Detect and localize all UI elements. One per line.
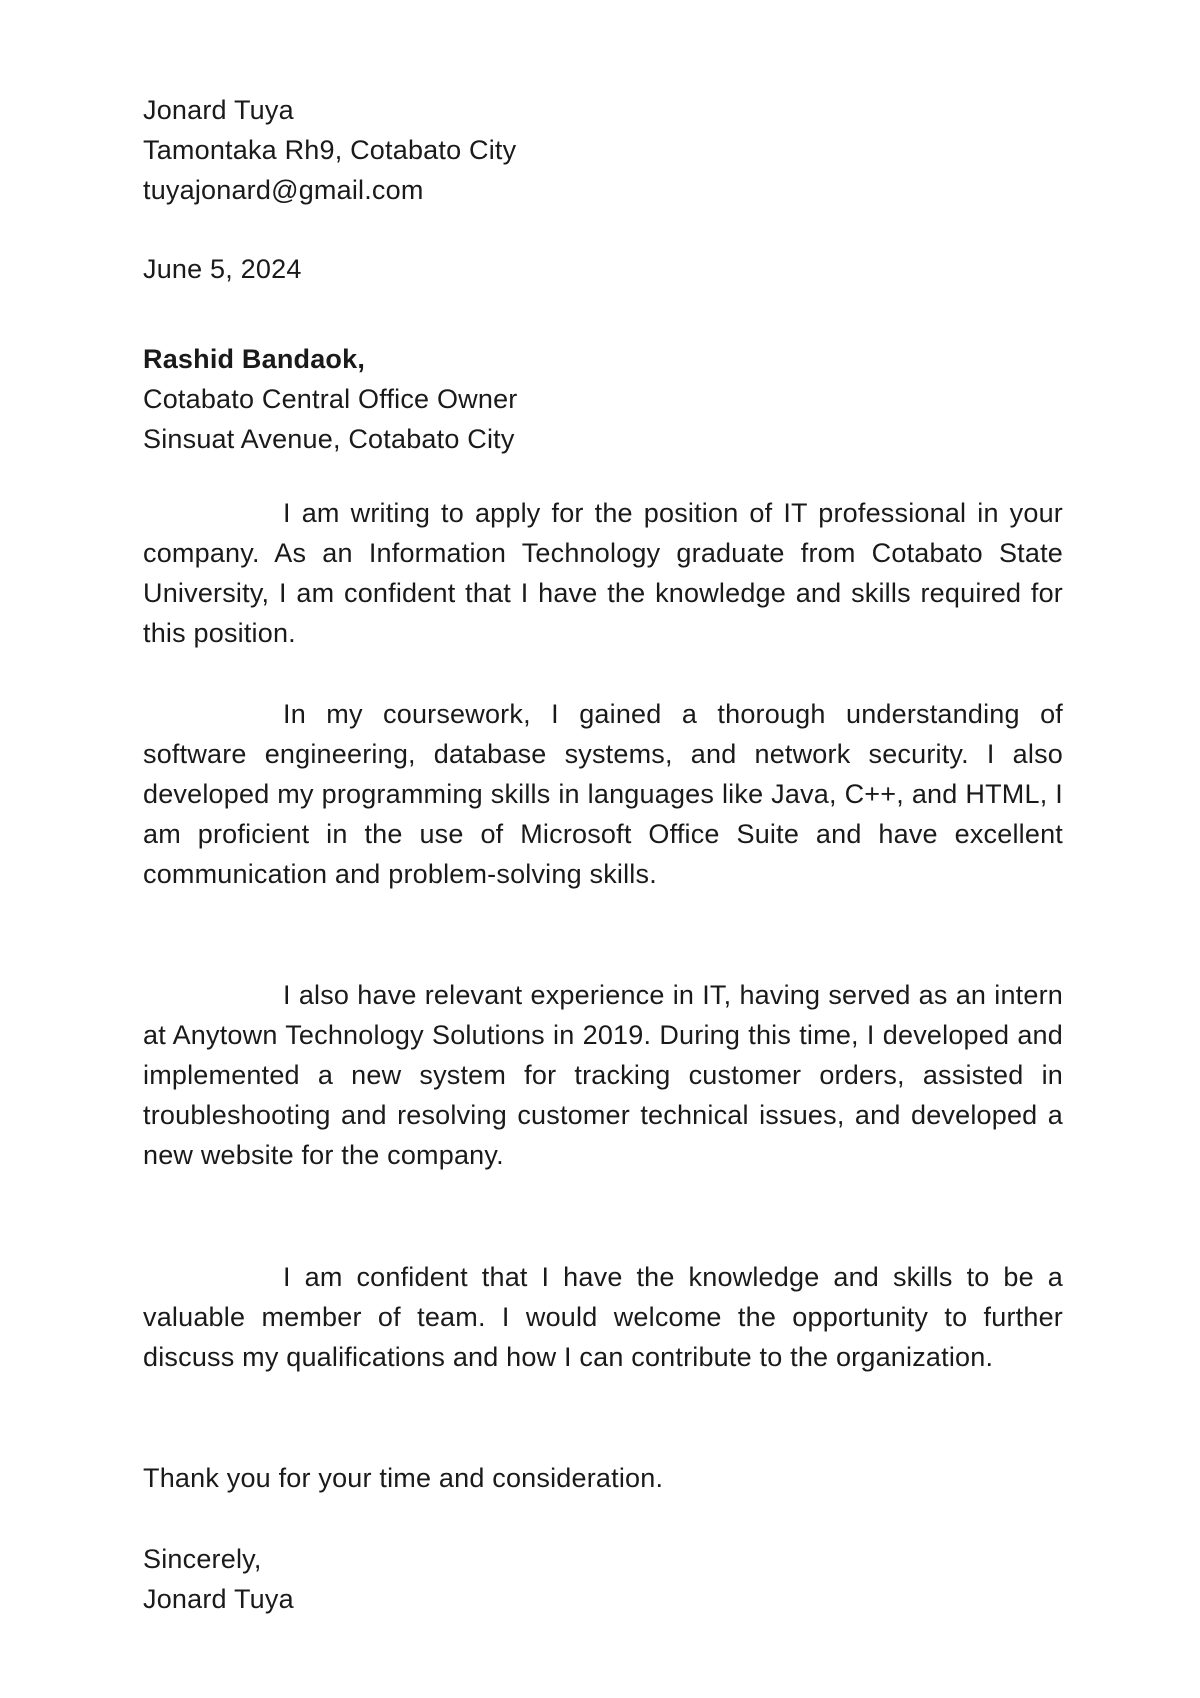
recipient-name: Rashid Bandaok, (143, 344, 366, 374)
sender-email: tuyajonard@gmail.com (143, 175, 424, 205)
signature-name: Jonard Tuya (143, 1584, 294, 1614)
sender-block (143, 90, 1063, 210)
recipient-title: Cotabato Central Office Owner (143, 384, 518, 414)
recipient-block (143, 339, 1063, 459)
letter-date: June 5, 2024 (143, 254, 302, 284)
date-block (143, 249, 1063, 289)
body-paragraph-2: In my coursework, I gained a thorough understanding of software engineering, database systems, and network security. I also developed my programming skills in languages like Java, C++, and HTML, I am proficient in the use of Microsoft Office Suite and have excellent communication and problem-solving skills. (143, 699, 1063, 889)
sender-address: Tamontaka Rh9, Cotabato City (143, 135, 517, 165)
sender-name: Jonard Tuya (143, 95, 294, 125)
body-paragraph-1: I am writing to apply for the position of IT professional in your company. As an Information Technology graduate from Cotabato State University, I am confident that I have the knowledge and skills required for this position. (143, 498, 1063, 648)
thanks-block (143, 1458, 1063, 1498)
closing-block (143, 1539, 1063, 1619)
body-paragraph-3: I also have relevant experience in IT, having served as an intern at Anytown Technology Solutions in 2019. During this time, I developed and implemented a new system for tracking customer orders, assisted in troubleshooting and resolving customer technical issues, and developed a new website for the company. (143, 980, 1063, 1170)
recipient-address: Sinsuat Avenue, Cotabato City (143, 424, 515, 454)
closing-salutation: Sincerely, (143, 1544, 262, 1574)
body-paragraph-4: I am confident that I have the knowledge and skills to be a valuable member of team. I would welcome the opportunity to further discuss my qualifications and how I can contribute to the organization. (143, 1262, 1063, 1372)
thanks-line: Thank you for your time and consideration. (143, 1463, 664, 1493)
